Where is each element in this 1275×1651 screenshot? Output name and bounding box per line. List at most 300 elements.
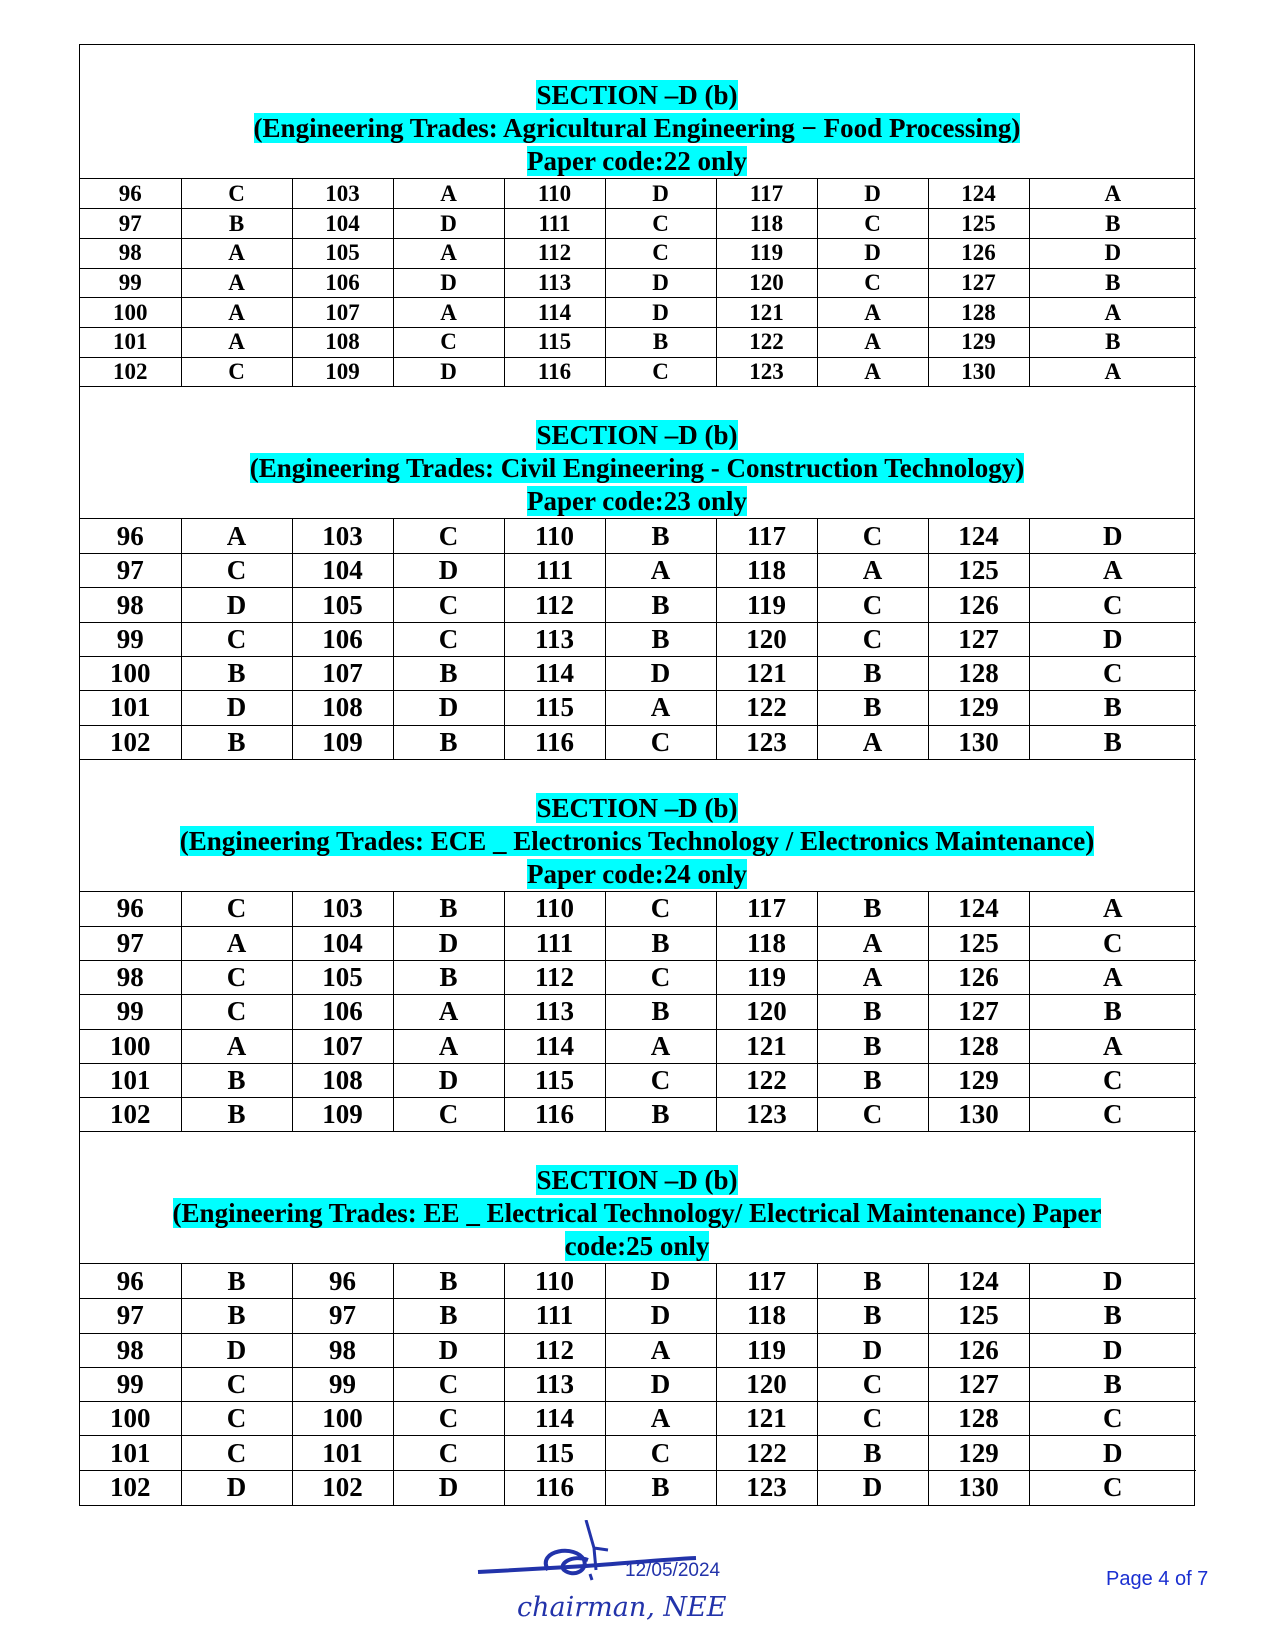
question-number-cell: 110	[504, 1264, 605, 1298]
answer-cell: D	[1029, 1333, 1196, 1367]
question-number-cell: 114	[504, 1402, 605, 1436]
answer-cell: C	[181, 554, 292, 588]
table-row	[80, 298, 1196, 328]
answer-cell: B	[393, 1264, 504, 1298]
answer-cell: C	[393, 588, 504, 622]
answer-cell: B	[605, 622, 716, 656]
question-number-cell: 115	[504, 691, 605, 725]
table-row	[80, 892, 1196, 926]
question-number-cell: 107	[292, 298, 393, 328]
answer-cell: A	[817, 327, 928, 357]
answer-cell: B	[1029, 725, 1196, 759]
paper-code: Paper code:22 only	[527, 146, 747, 176]
answer-cell: A	[1029, 1029, 1196, 1063]
table-row	[80, 1029, 1196, 1063]
question-number-cell: 100	[80, 1402, 181, 1436]
question-number-cell: 128	[928, 657, 1029, 691]
question-number-cell: 113	[504, 995, 605, 1029]
answer-cell: B	[181, 1264, 292, 1298]
question-number-cell: 100	[292, 1402, 393, 1436]
question-number-cell: 114	[504, 298, 605, 328]
question-number-cell: 97	[80, 1299, 181, 1333]
question-number-cell: 104	[292, 209, 393, 239]
question-number-cell: 125	[928, 926, 1029, 960]
answer-cell: C	[1029, 926, 1196, 960]
question-number-cell: 130	[928, 1098, 1029, 1132]
answer-cell: B	[393, 725, 504, 759]
answer-cell: A	[1029, 357, 1196, 387]
question-number-cell: 96	[80, 1264, 181, 1298]
answer-cell: D	[393, 357, 504, 387]
question-number-cell: 126	[928, 1333, 1029, 1367]
answer-cell: A	[181, 238, 292, 268]
table-row	[80, 519, 1196, 553]
table-row	[80, 1333, 1196, 1367]
question-number-cell: 109	[292, 725, 393, 759]
question-number-cell: 126	[928, 238, 1029, 268]
question-number-cell: 98	[292, 1333, 393, 1367]
answer-cell: B	[1029, 995, 1196, 1029]
answer-cell: D	[605, 1299, 716, 1333]
answer-cell: D	[605, 657, 716, 691]
answer-cell: B	[393, 657, 504, 691]
question-number-cell: 96	[292, 1264, 393, 1298]
table-row	[80, 657, 1196, 691]
answer-cell: C	[181, 622, 292, 656]
question-number-cell: 127	[928, 268, 1029, 298]
answer-cell: A	[605, 691, 716, 725]
answer-cell: A	[181, 327, 292, 357]
question-number-cell: 101	[80, 1436, 181, 1470]
answer-cell: B	[817, 892, 928, 926]
question-number-cell: 126	[928, 588, 1029, 622]
page-footer	[0, 1520, 1275, 1630]
answer-cell: B	[181, 209, 292, 239]
answer-cell: D	[1029, 1264, 1196, 1298]
question-number-cell: 116	[504, 357, 605, 387]
question-number-cell: 129	[928, 1436, 1029, 1470]
question-number-cell: 108	[292, 1063, 393, 1097]
question-number-cell: 97	[80, 926, 181, 960]
question-number-cell: 125	[928, 209, 1029, 239]
answer-cell: C	[181, 357, 292, 387]
section-title: SECTION –D (b)	[536, 420, 738, 451]
answer-cell: B	[1029, 327, 1196, 357]
table-row	[80, 960, 1196, 994]
question-number-cell: 100	[80, 1029, 181, 1063]
table-row	[80, 1299, 1196, 1333]
paper-code: Paper code:23 only	[527, 486, 747, 517]
answer-key-frame	[79, 44, 1195, 1506]
section-title: SECTION –D (b)	[536, 80, 738, 110]
question-number-cell: 108	[292, 691, 393, 725]
question-number-cell: 119	[716, 1333, 817, 1367]
question-number-cell: 99	[80, 995, 181, 1029]
answer-cell: D	[393, 1063, 504, 1097]
answer-cell: C	[181, 995, 292, 1029]
answer-cell: D	[817, 1470, 928, 1504]
answer-cell: A	[1029, 298, 1196, 328]
question-number-cell: 122	[716, 327, 817, 357]
question-number-cell: 116	[504, 1098, 605, 1132]
question-number-cell: 98	[80, 960, 181, 994]
answer-cell: B	[181, 1098, 292, 1132]
question-number-cell: 111	[504, 926, 605, 960]
question-number-cell: 119	[716, 238, 817, 268]
answer-cell: A	[1029, 179, 1196, 209]
section-subtitle: (Engineering Trades: Civil Engineering - Construction Technology)	[249, 453, 1025, 484]
answer-cell: B	[817, 691, 928, 725]
question-number-cell: 99	[80, 268, 181, 298]
question-number-cell: 103	[292, 179, 393, 209]
question-number-cell: 112	[504, 238, 605, 268]
answer-cell: D	[605, 1264, 716, 1298]
question-number-cell: 102	[80, 725, 181, 759]
answer-cell: A	[817, 298, 928, 328]
question-number-cell: 117	[716, 179, 817, 209]
answer-cell: B	[181, 1299, 292, 1333]
answer-cell: D	[181, 691, 292, 725]
table-row	[80, 209, 1196, 239]
answer-cell: B	[605, 519, 716, 553]
answer-cell: B	[393, 960, 504, 994]
question-number-cell: 127	[928, 1367, 1029, 1401]
question-number-cell: 124	[928, 892, 1029, 926]
question-number-cell: 98	[80, 588, 181, 622]
answer-cell: B	[181, 1063, 292, 1097]
question-number-cell: 130	[928, 725, 1029, 759]
answer-cell: C	[1103, 1472, 1123, 1503]
question-number-cell: 130	[928, 1470, 1029, 1504]
question-number-cell: 96	[80, 519, 181, 553]
answer-cell: A	[817, 725, 928, 759]
question-number-cell: 114	[504, 657, 605, 691]
answer-cell: C	[817, 1098, 928, 1132]
question-number-cell: 120	[716, 268, 817, 298]
answer-cell: C	[605, 1436, 716, 1470]
question-number-cell: 107	[292, 657, 393, 691]
question-number-cell: 98	[80, 1333, 181, 1367]
question-number-cell: 127	[928, 995, 1029, 1029]
paper-code: code:25 only	[564, 1231, 710, 1262]
question-number-cell: 123	[716, 725, 817, 759]
answer-cell: C	[817, 268, 928, 298]
table-row	[80, 622, 1196, 656]
table-row	[80, 926, 1196, 960]
answer-cell: A	[393, 179, 504, 209]
question-number-cell: 108	[292, 327, 393, 357]
answer-cell: D	[1029, 238, 1196, 268]
section-heading	[80, 760, 1194, 892]
answer-cell: B	[605, 995, 716, 1029]
answer-cell: A	[605, 1333, 716, 1367]
question-number-cell: 128	[928, 298, 1029, 328]
table-row	[80, 1470, 1196, 1504]
question-number-cell: 111	[504, 1299, 605, 1333]
answer-cell: B	[1029, 268, 1196, 298]
table-row	[80, 238, 1196, 268]
answer-cell: D	[393, 1333, 504, 1367]
question-number-cell: 106	[292, 268, 393, 298]
answer-cell: B	[817, 1029, 928, 1063]
answer-section	[80, 760, 1194, 1133]
question-number-cell: 115	[504, 1436, 605, 1470]
answer-table	[80, 892, 1196, 1133]
section-subtitle: (Engineering Trades: ECE _ Electronics Technology / Electronics Maintenance)	[179, 825, 1095, 856]
answer-cell: D	[817, 238, 928, 268]
answer-table	[80, 519, 1196, 760]
question-number-cell: 96	[80, 892, 181, 926]
question-number-cell: 102	[80, 357, 181, 387]
answer-cell: C	[817, 519, 928, 553]
question-number-cell: 118	[716, 554, 817, 588]
answer-cell: C	[393, 1402, 504, 1436]
question-number-cell: 109	[292, 1098, 393, 1132]
answer-cell: B	[393, 1299, 504, 1333]
answer-cell: B	[605, 588, 716, 622]
section-subtitle: (Engineering Trades: EE _ Electrical Technology/ Electrical Maintenance) Paper	[172, 1198, 1102, 1229]
question-number-cell: 104	[292, 554, 393, 588]
section-heading	[80, 45, 1194, 179]
question-number-cell: 118	[716, 926, 817, 960]
answer-cell: D	[1029, 1436, 1196, 1470]
question-number-cell: 111	[504, 554, 605, 588]
answer-cell: D	[605, 1367, 716, 1401]
answer-cell: A	[1029, 554, 1196, 588]
question-number-cell: 121	[716, 298, 817, 328]
question-number-cell: 120	[716, 1367, 817, 1401]
question-number-cell: 113	[504, 622, 605, 656]
table-row	[80, 691, 1196, 725]
answer-cell: A	[393, 298, 504, 328]
question-number-cell: 121	[716, 657, 817, 691]
question-number-cell: 114	[504, 1029, 605, 1063]
answer-cell: C	[605, 960, 716, 994]
answer-cell: D	[1029, 622, 1196, 656]
question-number-cell: 117	[716, 1264, 817, 1298]
table-row	[80, 995, 1196, 1029]
answer-cell: C	[817, 1367, 928, 1401]
question-number-cell: 125	[928, 1299, 1029, 1333]
question-number-cell: 124	[928, 519, 1029, 553]
table-row	[80, 588, 1196, 622]
question-number-cell: 107	[292, 1029, 393, 1063]
answer-cell: D	[181, 1333, 292, 1367]
question-number-cell: 130	[928, 357, 1029, 387]
section-title: SECTION –D (b)	[536, 1165, 738, 1196]
section-subtitle: (Engineering Trades: Agricultural Engineering − Food Processing)	[253, 113, 1021, 143]
question-number-cell: 110	[504, 179, 605, 209]
question-number-cell: 99	[80, 1367, 181, 1401]
answer-cell: D	[393, 268, 504, 298]
question-number-cell: 118	[716, 1299, 817, 1333]
answer-cell: C	[817, 622, 928, 656]
question-number-cell: 101	[80, 327, 181, 357]
answer-cell: B	[817, 657, 928, 691]
answer-cell: A	[181, 1029, 292, 1063]
question-number-cell: 99	[80, 622, 181, 656]
question-number-cell: 97	[292, 1299, 393, 1333]
answer-cell: D	[605, 298, 716, 328]
table-row	[80, 1063, 1196, 1097]
question-number-cell: 112	[504, 1333, 605, 1367]
answer-cell: A	[817, 926, 928, 960]
answer-cell: D	[181, 1470, 292, 1504]
question-number-cell: 117	[716, 519, 817, 553]
answer-cell: A	[817, 554, 928, 588]
answer-cell: B	[817, 1063, 928, 1097]
answer-cell: D	[605, 268, 716, 298]
question-number-cell: 118	[716, 209, 817, 239]
answer-cell: D	[817, 1333, 928, 1367]
question-number-cell: 113	[504, 268, 605, 298]
paper-code: Paper code:24 only	[527, 858, 747, 889]
answer-cell: A	[605, 1029, 716, 1063]
answer-cell: C	[1029, 657, 1196, 691]
question-number-cell: 124	[928, 1264, 1029, 1298]
answer-cell: C	[605, 357, 716, 387]
section-title: SECTION –D (b)	[536, 792, 738, 823]
question-number-cell: 111	[504, 209, 605, 239]
table-row	[80, 327, 1196, 357]
question-number-cell: 105	[292, 960, 393, 994]
answer-cell: A	[817, 960, 928, 994]
question-number-cell: 105	[292, 588, 393, 622]
question-number-cell: 106	[292, 622, 393, 656]
answer-cell: A	[393, 238, 504, 268]
question-number-cell: 120	[716, 995, 817, 1029]
answer-cell: D	[393, 1470, 504, 1504]
answer-cell: A	[393, 1029, 504, 1063]
question-number-cell: 100	[80, 298, 181, 328]
answer-table	[80, 179, 1196, 387]
question-number-cell: 123	[716, 1098, 817, 1132]
answer-cell: D	[605, 179, 716, 209]
question-number-cell: 112	[504, 960, 605, 994]
question-number-cell: 103	[292, 892, 393, 926]
answer-cell: A	[181, 519, 292, 553]
question-number-cell: 119	[716, 960, 817, 994]
answer-table	[80, 1264, 1196, 1504]
answer-cell: C	[181, 960, 292, 994]
question-number-cell: 121	[716, 1402, 817, 1436]
question-number-cell: 99	[292, 1367, 393, 1401]
question-number-cell: 115	[504, 327, 605, 357]
answer-cell: B	[1029, 1367, 1196, 1401]
answer-cell: B	[181, 725, 292, 759]
answer-cell: A	[1029, 892, 1196, 926]
question-number-cell: 117	[716, 892, 817, 926]
answer-cell: C	[1029, 1098, 1196, 1132]
answer-section	[80, 387, 1194, 760]
question-number-cell: 123	[716, 1470, 817, 1504]
question-number-cell: 122	[716, 691, 817, 725]
answer-cell: A	[181, 268, 292, 298]
answer-cell: C	[393, 1367, 504, 1401]
answer-cell: A	[605, 554, 716, 588]
table-row	[80, 554, 1196, 588]
answer-cell: A	[181, 926, 292, 960]
answer-cell: A	[1029, 960, 1196, 994]
answer-cell: B	[1029, 209, 1196, 239]
answer-cell: B	[817, 1299, 928, 1333]
question-number-cell: 110	[504, 519, 605, 553]
table-row	[80, 179, 1196, 209]
question-number-cell: 129	[928, 327, 1029, 357]
answer-cell: B	[817, 1264, 928, 1298]
answer-cell: C	[817, 1402, 928, 1436]
question-number-cell: 103	[292, 519, 393, 553]
answer-cell: C	[817, 209, 928, 239]
answer-cell: C	[605, 1063, 716, 1097]
answer-cell: C	[181, 1402, 292, 1436]
question-number-cell: 109	[292, 357, 393, 387]
answer-cell: B	[605, 926, 716, 960]
answer-cell: C	[181, 1367, 292, 1401]
answer-cell: B	[605, 1098, 716, 1132]
answer-cell: A	[817, 357, 928, 387]
question-number-cell: 113	[504, 1367, 605, 1401]
question-number-cell: 127	[928, 622, 1029, 656]
question-number-cell: 105	[292, 238, 393, 268]
answer-section	[80, 45, 1194, 387]
answer-cell: D	[1029, 519, 1196, 553]
question-number-cell: 112	[504, 588, 605, 622]
page-number: Page 4 of 7	[1106, 1568, 1209, 1590]
answer-cell: C	[1029, 1402, 1196, 1436]
answer-cell: D	[181, 588, 292, 622]
answer-cell: C	[393, 1436, 504, 1470]
question-number-cell: 128	[928, 1029, 1029, 1063]
answer-cell: C	[393, 327, 504, 357]
question-number-cell: 97	[80, 554, 181, 588]
question-number-cell: 126	[928, 960, 1029, 994]
question-number-cell: 129	[928, 691, 1029, 725]
answer-cell: C	[1029, 1063, 1196, 1097]
question-number-cell: 120	[716, 622, 817, 656]
question-number-cell: 125	[928, 554, 1029, 588]
table-row	[80, 268, 1196, 298]
question-number-cell: 122	[716, 1436, 817, 1470]
question-number-cell: 102	[292, 1470, 393, 1504]
question-number-cell: 106	[292, 995, 393, 1029]
answer-cell: C	[605, 238, 716, 268]
answer-cell: B	[1029, 691, 1196, 725]
question-number-cell: 98	[80, 238, 181, 268]
answer-cell: C	[393, 622, 504, 656]
answer-cell: B	[605, 327, 716, 357]
answer-cell: A	[605, 1402, 716, 1436]
question-number-cell: 97	[80, 209, 181, 239]
answer-cell: D	[393, 691, 504, 725]
answer-cell: C	[393, 1098, 504, 1132]
table-row	[80, 1402, 1196, 1436]
question-number-cell: 115	[504, 1063, 605, 1097]
answer-cell: D	[393, 209, 504, 239]
answer-cell: C	[605, 209, 716, 239]
question-number-cell: 129	[928, 1063, 1029, 1097]
table-row	[80, 725, 1196, 759]
answer-cell: C	[1029, 588, 1196, 622]
answer-cell: C	[605, 892, 716, 926]
question-number-cell: 123	[716, 357, 817, 387]
answer-cell: D	[393, 554, 504, 588]
answer-cell: C	[605, 725, 716, 759]
question-number-cell: 100	[80, 657, 181, 691]
answer-cell: B	[393, 892, 504, 926]
signature-title: chairman, NEE	[517, 1592, 727, 1623]
question-number-cell: 122	[716, 1063, 817, 1097]
